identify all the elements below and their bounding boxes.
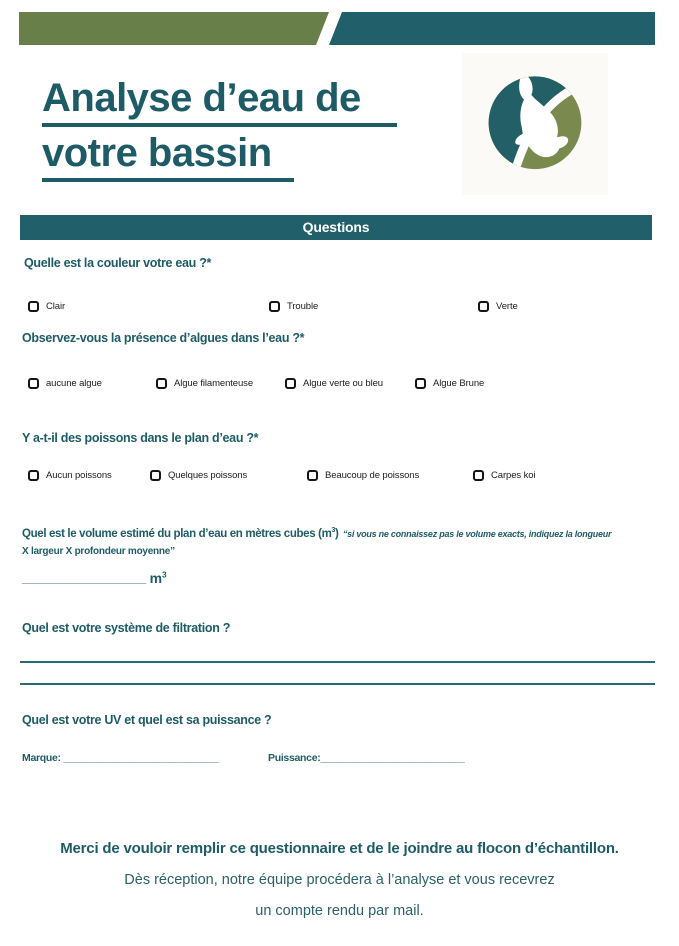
option-label: Carpes koi — [491, 470, 536, 481]
footer-info-line-1: Dès réception, notre équipe procédera à l’analyse et vous recevrez — [124, 872, 555, 888]
volume-note: “si vous ne connaissez pas le volume exacts, indiquez la longueur — [342, 529, 612, 539]
filtration-answer-line-1[interactable] — [20, 661, 655, 663]
option-aucune-algue[interactable] — [28, 378, 102, 389]
banner-bar-right — [329, 12, 655, 45]
volume-unit: $m^3$ — [149, 569, 167, 586]
koi-fish-icon — [474, 63, 596, 185]
uv-marque-label: Marque: — [22, 752, 64, 764]
option-label: Verte — [496, 301, 518, 312]
option-label: aucune algue — [46, 378, 102, 389]
checkbox-icon[interactable] — [269, 301, 280, 312]
option-label: Beaucoup de poissons — [325, 470, 420, 481]
question-filtration-label: Quel est votre système de filtration ? — [22, 621, 231, 635]
banner-bar-left — [19, 12, 329, 45]
option-algue-filamenteuse[interactable] — [156, 378, 253, 389]
uv-puissance-field[interactable] — [268, 752, 464, 764]
option-carpes-koi[interactable] — [473, 470, 535, 481]
option-aucun-poissons[interactable] — [28, 470, 112, 481]
option-verte[interactable] — [478, 301, 518, 312]
option-algue-brune[interactable] — [415, 378, 484, 389]
checkbox-icon[interactable] — [473, 470, 484, 481]
blank-underscores[interactable]: __________________________ — [320, 752, 465, 764]
checkbox-icon[interactable] — [415, 378, 426, 389]
checkbox-icon[interactable] — [478, 301, 489, 312]
question-volume-label — [22, 524, 667, 557]
option-label: Algue filamenteuse — [174, 378, 254, 389]
checkbox-icon[interactable] — [28, 301, 39, 312]
footer-thanks-line: Merci de vouloir remplir ce questionnaire et de le joindre au flocon d’échantillon. — [60, 840, 619, 857]
option-label: Aucun poissons — [46, 470, 112, 481]
volume-blank-field[interactable] — [22, 569, 167, 586]
blank-underscores[interactable]: ______________________ — [22, 573, 146, 586]
volume-note-line2: X largeur X profondeur moyenne” — [22, 546, 175, 557]
filtration-answer-line-2[interactable] — [20, 683, 655, 685]
footer-info-line-2: un compte rendu par mail. — [255, 903, 424, 919]
option-label: Algue verte ou bleu — [303, 378, 383, 389]
option-beaucoup-poissons[interactable] — [307, 470, 419, 481]
uv-marque-field[interactable] — [22, 752, 218, 764]
questions-section-header: Questions — [20, 215, 652, 240]
question-water-color-label: Quelle est la couleur votre eau ?* — [24, 256, 212, 270]
blank-underscores[interactable]: ____________________________ — [63, 752, 219, 764]
page-title-line1: Analyse d’eau de — [42, 76, 397, 127]
option-label: Quelques poissons — [168, 470, 248, 481]
checkbox-icon[interactable] — [307, 470, 318, 481]
checkbox-icon[interactable] — [28, 378, 39, 389]
option-quelques-poissons[interactable] — [150, 470, 247, 481]
checkbox-icon[interactable] — [156, 378, 167, 389]
question-uv-label: Quel est votre UV et quel est sa puissance ? — [22, 713, 272, 727]
option-label: Clair — [46, 301, 66, 312]
volume-label-main: Quel est le volume estimé du plan d’eau en mètres cubes $(m^3)$ — [22, 527, 339, 540]
option-trouble[interactable] — [269, 301, 318, 312]
option-algue-verte-bleu[interactable] — [285, 378, 383, 389]
checkbox-icon[interactable] — [285, 378, 296, 389]
option-label: Trouble — [287, 301, 319, 312]
question-algae-label: Observez-vous la présence d’algues dans l’eau ?* — [22, 331, 305, 345]
uv-puissance-label: Puissance: — [268, 752, 321, 764]
option-label: Algue Brune — [433, 378, 485, 389]
checkbox-icon[interactable] — [150, 470, 161, 481]
checkbox-icon[interactable] — [28, 470, 39, 481]
page-title-line2: votre bassin — [42, 131, 294, 182]
koi-logo — [462, 53, 608, 195]
question-fish-label: Y a-t-il des poissons dans le plan d’eau ?* — [22, 431, 259, 445]
option-clair[interactable] — [28, 301, 65, 312]
